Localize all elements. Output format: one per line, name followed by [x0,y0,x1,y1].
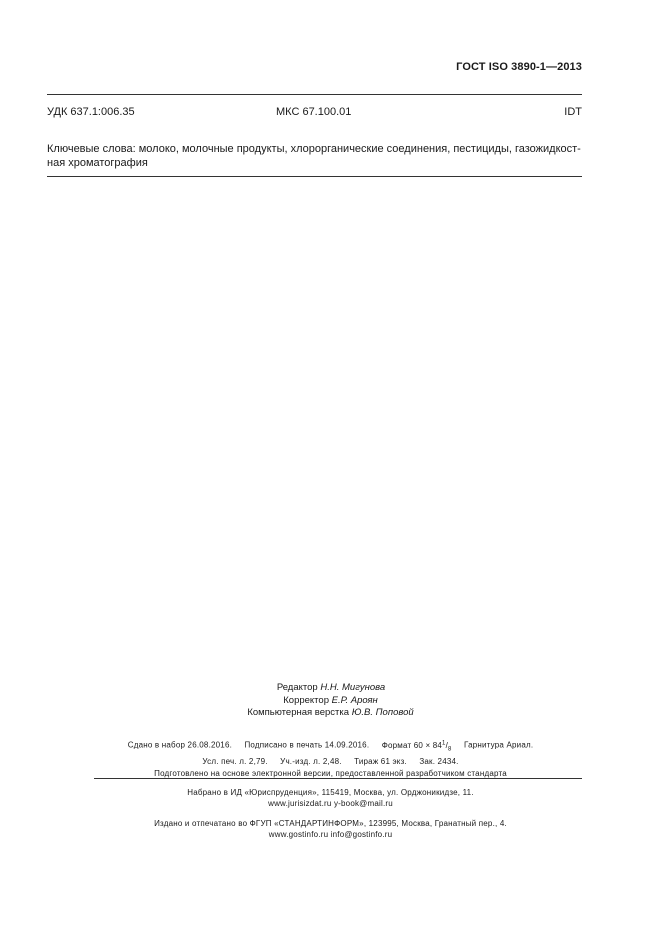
divider-top [47,94,582,95]
typeset-line: Набрано в ИД «Юриспруденция», 115419, Москва, ул. Орджоникидзе, 11. [187,788,474,797]
editor-line [0,682,661,695]
keywords-line-2: ная хроматография [47,157,148,169]
imprint [0,737,661,781]
print-sheets: Усл. печ. л. 2,79. [202,756,268,766]
udc-code: УДК 637.1:006.35 [47,106,135,118]
printed-block [0,818,661,840]
keywords [47,142,582,170]
editor-label: Редактор [276,682,318,693]
publish-sheets: Уч.-изд. л. 2,48. [280,756,342,766]
corrector-line [0,695,661,708]
layout-name: Ю.В. Поповой [351,707,414,718]
layout-label: Компьютерная верстка [247,707,350,718]
paper-format: Формат $60 \times 84^1/_8$ [381,740,452,753]
standard-code: ГОСТ ISO 3890-1—2013 [456,61,582,73]
credits [0,682,661,720]
signed-date: Подписано в печать 14.09.2016. [244,740,370,750]
typeset-block [0,787,661,809]
divider-keywords [47,176,582,177]
imprint-line-2 [0,756,661,769]
divider-publisher [94,778,582,779]
printed-email: info@gostinfo.ru [330,830,393,839]
submitted-date: Сдано в набор 26.08.2016. [127,740,233,750]
equivalence-code: IDT [564,106,582,118]
order-number: Зак. 2434. [419,756,459,766]
corrector-name: Е.Р. Ароян [331,694,378,706]
publisher-info [0,787,661,849]
printed-line: Издано и отпечатано во ФГУП «СТАНДАРТИНФОРМ», 123995, Москва, Гранатный пер., 4. [154,819,507,828]
printed-website: www.gostinfo.ru [268,830,329,839]
typeset-email: y-book@mail.ru [333,799,393,808]
layout-line [0,707,661,720]
typeset-website: www.jurisizdat.ru [268,799,332,808]
print-run: Тираж 61 экз. [354,756,407,766]
keywords-line-1: Ключевые слова: молоко, молочные продукты, хлорорганические соединения, пестициды, газожидкост- [47,143,581,155]
typeset-contacts [0,798,661,809]
classification-row [47,106,582,118]
corrector-label: Корректор [283,694,329,706]
editor-name: Н.Н. Мигунова [320,682,386,693]
font-face: Гарнитура Ариал. [464,740,534,750]
printed-contacts [0,829,661,840]
imprint-line-1 [0,737,661,756]
ics-code: МКС 67.100.01 [276,106,352,118]
prepared-note: Подготовлено на основе электронной версии, предоставленной разработчиком стандарта [154,769,507,779]
